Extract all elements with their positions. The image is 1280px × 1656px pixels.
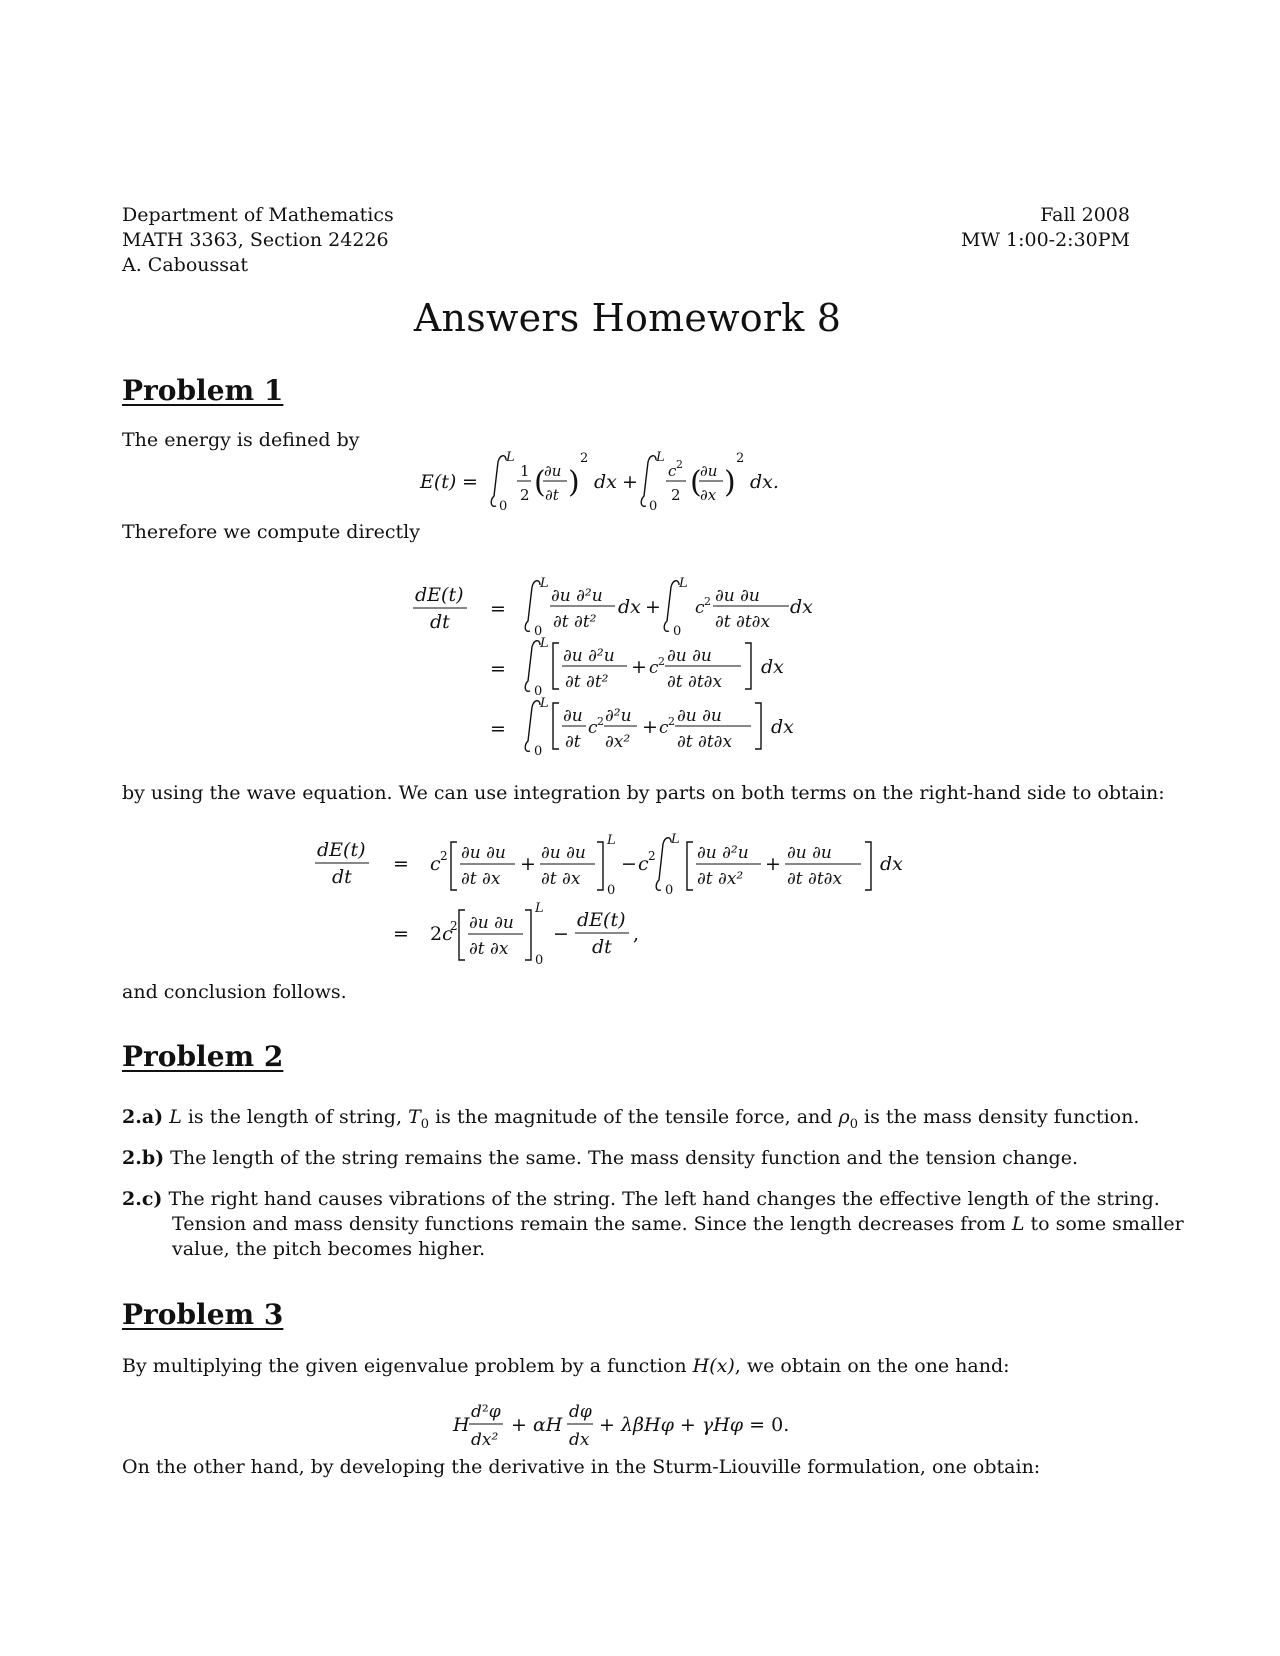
math-L: L [1011, 1213, 1025, 1235]
svg-text:∂u ∂²u: ∂u ∂²u [563, 646, 615, 666]
math-T: T [408, 1106, 421, 1128]
svg-text:c: c [638, 853, 649, 875]
svg-text:2: 2 [440, 849, 448, 863]
svg-text:∂u ∂u: ∂u ∂u [469, 913, 514, 933]
svg-text:2: 2 [676, 458, 683, 471]
svg-text:c: c [588, 718, 598, 738]
svg-text:L: L [607, 833, 616, 848]
item-text-2: is the magnitude of the tensile force, and [435, 1106, 833, 1128]
svg-text:∂u ∂u: ∂u ∂u [787, 843, 832, 863]
item-text-3: is the mass density function. [864, 1106, 1140, 1128]
math-L: L [169, 1106, 182, 1128]
svg-text:∂u ∂²u: ∂u ∂²u [551, 586, 603, 606]
item-text: The length of the string remains the same. The mass density function and the tension change. [170, 1147, 1078, 1169]
svg-text:dx: dx [790, 596, 813, 618]
department: Department of Mathematics [122, 204, 394, 226]
eigenvalue-equation [445, 1395, 825, 1455]
svg-text:2: 2 [580, 451, 589, 466]
svg-text:=: = [393, 923, 409, 945]
svg-text:0: 0 [534, 624, 543, 639]
svg-text:dx²: dx² [471, 1430, 499, 1450]
svg-text:∂t ∂x: ∂t ∂x [461, 869, 501, 889]
svg-text:+ αH: + αH [511, 1414, 563, 1436]
svg-text:c: c [430, 853, 441, 875]
svg-text:dt: dt [430, 611, 450, 633]
svg-text:2: 2 [520, 486, 530, 504]
svg-text:=: = [490, 718, 506, 740]
svg-text:0: 0 [607, 883, 616, 898]
svg-text:): ) [724, 465, 736, 500]
problem-2c-line-2 [172, 1212, 1184, 1237]
svg-text:2: 2 [671, 486, 681, 504]
svg-text:0: 0 [649, 499, 658, 514]
svg-text:0: 0 [665, 883, 674, 898]
problem-2-heading: Problem 2 [122, 1040, 284, 1073]
math-H: H [692, 1355, 710, 1377]
svg-text:∂u ∂u: ∂u ∂u [541, 843, 586, 863]
header-right [961, 203, 1130, 253]
svg-text:dx: dx [618, 596, 641, 618]
svg-text:(: ( [534, 465, 546, 500]
svg-text:2: 2 [668, 715, 675, 728]
svg-text:∂t ∂t²: ∂t ∂t² [553, 612, 597, 632]
problem-3-intro [122, 1354, 1010, 1379]
svg-text:L: L [679, 576, 688, 591]
problem-3-other-hand: On the other hand, by developing the derivative in the Sturm-Liouville formulation, one obtain: [122, 1456, 1041, 1478]
course: MATH 3363, Section 24226 [122, 229, 389, 251]
svg-text:0: 0 [534, 744, 543, 759]
svg-text:∂²u: ∂²u [605, 706, 632, 726]
svg-text:dx: dx [594, 471, 617, 493]
svg-text:L: L [540, 636, 549, 651]
svg-text:∂u: ∂u [563, 706, 583, 726]
integration-by-parts-equations [305, 830, 945, 980]
svg-text:0: 0 [535, 953, 544, 968]
svg-text:=: = [490, 598, 506, 620]
conclusion-text: and conclusion follows. [122, 981, 347, 1003]
energy-derivative-equations [405, 575, 845, 765]
svg-text:∂u ∂²u: ∂u ∂²u [697, 843, 749, 863]
svg-text:+: + [631, 656, 647, 678]
svg-text:2: 2 [450, 919, 458, 933]
svg-text:L: L [671, 832, 680, 847]
item-text-1: is the length of string, [187, 1106, 403, 1128]
item-label: 2.a) [122, 1106, 164, 1128]
svg-text:dx.: dx. [750, 471, 779, 493]
svg-text:dφ: dφ [569, 1402, 592, 1422]
svg-text:dE(t): dE(t) [317, 839, 366, 861]
math-sub: 0 [420, 1116, 430, 1132]
svg-text:2c: 2c [430, 923, 453, 945]
intro-text-a: By multiplying the given eigenvalue problem by a function [122, 1355, 687, 1377]
item-text-line-1: The right hand causes vibrations of the string. The left hand changes the effective length of the string. [168, 1188, 1160, 1210]
svg-text:,: , [633, 923, 640, 945]
svg-text:2: 2 [658, 655, 665, 668]
problem-3-heading: Problem 3 [122, 1298, 284, 1331]
problem-2c [122, 1187, 1160, 1212]
wave-equation-text: by using the wave equation. We can use integration by parts on both terms on the right-hand side to obtain: [122, 782, 1165, 804]
problem-2a [122, 1105, 1139, 1137]
svg-text:∂u ∂u: ∂u ∂u [461, 843, 506, 863]
svg-text:(: ( [690, 465, 702, 500]
math-rho: ρ [838, 1106, 850, 1128]
svg-text:∂t ∂x²: ∂t ∂x² [697, 869, 744, 889]
page-title: Answers Homework 8 [413, 296, 842, 340]
svg-text:2: 2 [648, 849, 656, 863]
svg-text:0: 0 [534, 684, 543, 699]
svg-text:=: = [393, 853, 409, 875]
svg-text:1: 1 [520, 462, 530, 480]
svg-text:=: = [462, 471, 478, 493]
svg-text:2: 2 [736, 451, 745, 466]
svg-text:dx: dx [761, 656, 784, 678]
svg-text:∂x: ∂x [700, 486, 717, 504]
energy-equation [410, 448, 840, 518]
compute-text: Therefore we compute directly [122, 521, 420, 543]
svg-text:dE(t): dE(t) [577, 909, 626, 931]
svg-text:∂t ∂t∂x: ∂t ∂t∂x [787, 869, 843, 889]
svg-text:∂t ∂t∂x: ∂t ∂t∂x [715, 612, 771, 632]
svg-text:dE(t): dE(t) [415, 584, 464, 606]
svg-text:c: c [649, 658, 659, 678]
svg-text:+ λβHφ + γHφ = 0.: + λβHφ + γHφ = 0. [599, 1414, 790, 1436]
svg-text:L: L [540, 576, 549, 591]
svg-text:dt: dt [332, 866, 352, 888]
svg-text:∂x²: ∂x² [605, 732, 631, 752]
math-sub: 0 [849, 1116, 858, 1132]
svg-text:L: L [535, 901, 544, 916]
svg-text:+: + [622, 471, 638, 493]
svg-text:∂t ∂x: ∂t ∂x [469, 939, 509, 959]
svg-text:∂t ∂x: ∂t ∂x [541, 869, 581, 889]
svg-text:∂u: ∂u [700, 462, 718, 480]
instructor: A. Caboussat [122, 254, 248, 276]
svg-text:+: + [642, 716, 658, 738]
svg-text:L: L [540, 696, 549, 711]
header-left [122, 203, 394, 278]
svg-text:c: c [695, 598, 705, 618]
math-x: (x) [709, 1355, 735, 1377]
semester: Fall 2008 [1040, 204, 1130, 226]
svg-text:∂u ∂u: ∂u ∂u [677, 706, 722, 726]
svg-text:=: = [490, 658, 506, 680]
svg-text:∂t ∂t²: ∂t ∂t² [565, 672, 609, 692]
svg-text:+: + [645, 596, 661, 618]
schedule: MW 1:00-2:30PM [960, 229, 1130, 251]
problem-2c-line-3: value, the pitch becomes higher. [172, 1238, 486, 1260]
svg-text:2: 2 [704, 595, 711, 608]
svg-text:−: − [553, 923, 569, 945]
item-label: 2.c) [122, 1188, 163, 1210]
svg-text:2: 2 [597, 715, 604, 728]
svg-text:): ) [568, 465, 580, 500]
problem-1-intro: The energy is defined by [122, 429, 360, 451]
svg-text:d²φ: d²φ [471, 1402, 501, 1422]
item-label: 2.b) [122, 1147, 165, 1169]
item-text-line-2b: to some smaller [1030, 1213, 1184, 1235]
svg-text:∂u ∂u: ∂u ∂u [715, 586, 760, 606]
svg-text:L: L [506, 450, 515, 465]
svg-text:∂t: ∂t [565, 732, 581, 752]
svg-text:dx: dx [771, 716, 794, 738]
svg-text:0: 0 [499, 499, 508, 514]
svg-text:dx: dx [569, 1430, 590, 1450]
svg-text:+: + [520, 853, 536, 875]
svg-text:dt: dt [592, 936, 612, 958]
svg-text:0: 0 [673, 624, 682, 639]
svg-text:c: c [659, 718, 669, 738]
svg-text:H: H [453, 1414, 470, 1436]
svg-text:∂u: ∂u [544, 462, 562, 480]
svg-text:∂t ∂t∂x: ∂t ∂t∂x [667, 672, 723, 692]
svg-text:E(t): E(t) [420, 471, 457, 493]
svg-text:∂t ∂t∂x: ∂t ∂t∂x [677, 732, 733, 752]
problem-1-heading: Problem 1 [122, 374, 284, 407]
item-text-line-2a: Tension and mass density functions remain the same. Since the length decreases from [172, 1213, 1006, 1235]
svg-text:+: + [765, 853, 781, 875]
svg-text:c: c [668, 462, 677, 480]
intro-text-b: , we obtain on the one hand: [734, 1355, 1010, 1377]
svg-text:dx: dx [880, 853, 903, 875]
svg-text:−: − [621, 853, 637, 875]
problem-2b [122, 1146, 1078, 1171]
svg-text:∂u ∂u: ∂u ∂u [667, 646, 712, 666]
svg-text:L: L [656, 450, 665, 465]
svg-text:∂t: ∂t [545, 486, 559, 504]
